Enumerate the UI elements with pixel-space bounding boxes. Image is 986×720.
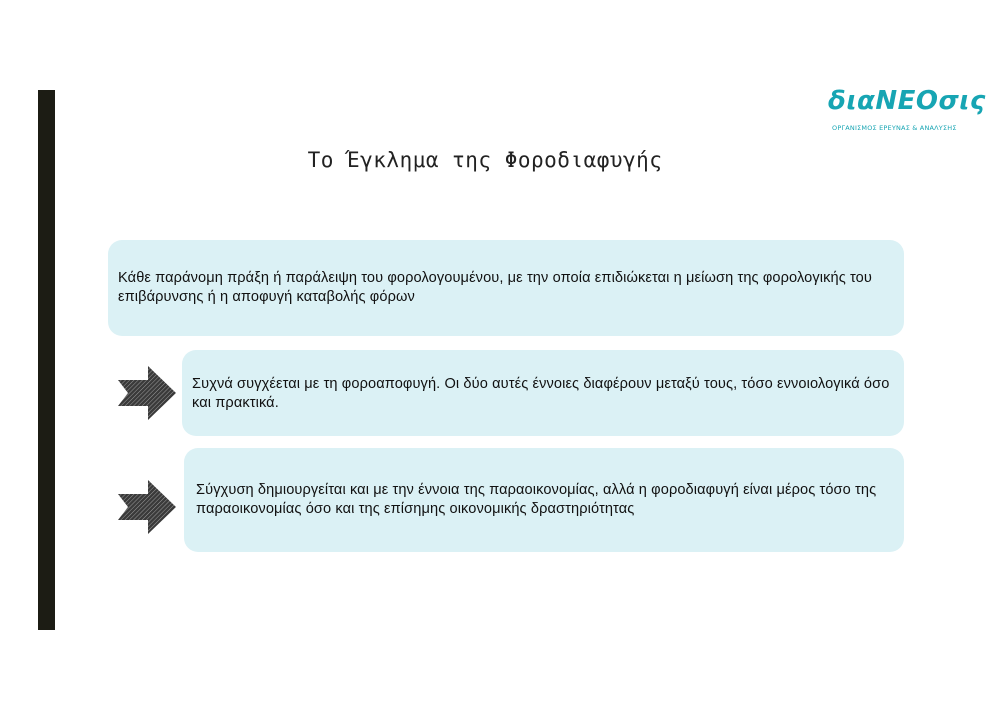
slide-title: Το Έγκλημα της Φοροδιαφυγής: [307, 148, 663, 172]
logo-name: διαΝΕΟσις: [828, 86, 986, 116]
arrow-right-icon: [118, 480, 176, 534]
definition-text: Κάθε παράνομη πράξη ή παράλειψη του φορολογουμένου, με την οποία επιδιώκεται η μείωση της φορολογικής του επιβάρυνσης ή η αποφυγή καταβολής φόρων: [118, 270, 872, 305]
logo: [818, 86, 986, 142]
confusion-text: Συχνά συγχέεται με τη φοροαποφυγή. Οι δύο αυτές έννοιες διαφέρουν μεταξύ τους, τόσο εννοιολογικά όσο και πρακτικά.: [192, 376, 890, 411]
arrow-right-icon: [118, 366, 176, 420]
confusion-box: [182, 350, 904, 436]
definition-box: [108, 240, 904, 336]
shadow-economy-text: Σύγχυση δημιουργείται και με την έννοια της παραοικονομίας, αλλά η φοροδιαφυγή είναι μέρος τόσο της παραοικονομίας όσο και της επίσημης οικονομικής δραστηριότητας: [196, 482, 877, 517]
shadow-economy-box: [184, 448, 904, 552]
logo-tagline: ΟΡΓΑΝΙΣΜΟΣ ΕΡΕΥΝΑΣ & ΑΝΑΛΥΣΗΣ: [832, 124, 957, 132]
